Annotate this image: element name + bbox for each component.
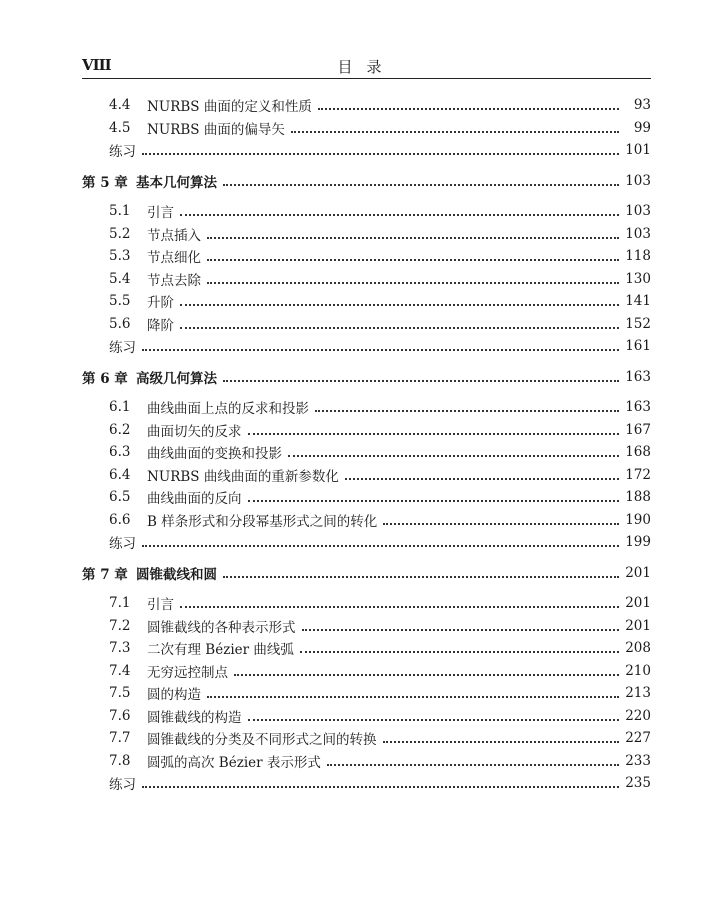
- toc-entry-title: 引言: [147, 597, 174, 614]
- toc-entry-page: 130: [625, 270, 651, 287]
- toc-entry-title: 圆锥截线和圆: [136, 566, 217, 583]
- toc-chapter-entry: [82, 366, 651, 389]
- toc-entry-page: 163: [625, 368, 651, 385]
- dot-leader: [142, 545, 619, 547]
- dot-leader: [300, 651, 619, 653]
- toc-entry-number: 5.4: [109, 270, 131, 287]
- dot-leader: [288, 455, 619, 457]
- toc-entry-number: 5.1: [109, 203, 131, 220]
- toc-entry-page: 99: [633, 119, 651, 136]
- toc-section-entry: [82, 200, 651, 223]
- page-title: 目录: [337, 58, 396, 76]
- toc-entry-title: 曲面切矢的反求: [147, 423, 242, 440]
- toc-entry-number: 6.6: [109, 511, 131, 528]
- toc-section-entry: [82, 268, 651, 291]
- toc-entry-number: 6.4: [109, 466, 131, 483]
- toc-entry-number: 7.5: [109, 685, 131, 702]
- toc-entry-page: 141: [625, 293, 651, 310]
- toc-entry-title: 升阶: [147, 295, 174, 312]
- toc-entry-title: B 样条形式和分段幂基形式之间的转化: [147, 513, 378, 530]
- dot-leader: [248, 433, 620, 435]
- toc-entry-title: 二次有理 Bézier 曲线弧: [147, 642, 294, 659]
- toc-entry-page: 208: [625, 640, 651, 657]
- toc-entry-page: 190: [625, 511, 651, 528]
- toc-entry-page: 172: [625, 466, 651, 483]
- page-number: VIII: [82, 56, 111, 74]
- toc-entry-title: 圆锥截线的各种表示形式: [147, 619, 296, 636]
- dot-leader: [315, 410, 619, 412]
- toc-exercise-entry: [82, 139, 651, 162]
- dot-leader: [223, 184, 619, 186]
- toc-entry-number: 7.4: [109, 662, 131, 679]
- toc-entry-number: 4.4: [109, 97, 131, 114]
- toc-entry-page: 161: [625, 338, 651, 355]
- toc-entry-title: 节点细化: [147, 250, 201, 267]
- toc-entry-number: 5.5: [109, 293, 131, 310]
- toc-entry-number: 第 6 章: [82, 370, 128, 387]
- toc-section-entry: [82, 396, 651, 419]
- toc-entry-number: 第 5 章: [82, 174, 128, 191]
- dot-leader: [180, 327, 619, 329]
- toc-section-entry: [82, 290, 651, 313]
- toc-entry-title: 基本几何算法: [136, 174, 217, 191]
- toc-section-entry: [82, 660, 651, 683]
- toc-entry-page: 201: [625, 564, 651, 581]
- toc-entry-title: NURBS 曲面的定义和性质: [147, 99, 312, 116]
- toc-entry-page: 235: [625, 775, 651, 792]
- toc-entry-page: 168: [625, 444, 651, 461]
- toc-entry-page: 103: [625, 225, 651, 242]
- toc-entry-number: 5.3: [109, 248, 131, 265]
- dot-leader: [180, 304, 619, 306]
- dot-leader: [142, 349, 619, 351]
- dot-leader: [180, 606, 619, 608]
- toc-entry-page: 213: [625, 685, 651, 702]
- toc-entry-title: 曲线曲面的反向: [147, 491, 242, 508]
- toc-entry-number: 6.1: [109, 399, 131, 416]
- toc-entry-title: 圆弧的高次 Bézier 表示形式: [147, 754, 321, 771]
- toc-section-entry: [82, 245, 651, 268]
- toc-entry-title: 圆的构造: [147, 687, 201, 704]
- toc-entry-page: 101: [625, 142, 651, 159]
- toc-entry-page: 188: [625, 489, 651, 506]
- dot-leader: [383, 523, 619, 525]
- toc-entry-title: 降阶: [147, 317, 174, 334]
- toc-section-entry: [82, 223, 651, 246]
- toc-entry-page: 199: [625, 534, 651, 551]
- dot-leader: [345, 478, 619, 480]
- toc-entry-title: 曲线曲面的变换和投影: [147, 446, 282, 463]
- toc-section-entry: [82, 313, 651, 336]
- toc-entry-page: 220: [625, 707, 651, 724]
- toc-entry-title: 圆锥截线的构造: [147, 709, 242, 726]
- toc-exercise-entry: [82, 531, 651, 554]
- dot-leader: [142, 786, 619, 788]
- toc-entry-number: 7.3: [109, 640, 131, 657]
- toc-chapter-entry: [82, 562, 651, 585]
- toc-entry-title: 曲线曲面上点的反求和投影: [147, 401, 309, 418]
- toc-entry-page: 227: [625, 730, 651, 747]
- toc-entry-number: 7.7: [109, 730, 131, 747]
- toc-section-entry: [82, 486, 651, 509]
- toc-entry-number: 5.2: [109, 225, 131, 242]
- dot-leader: [223, 576, 619, 578]
- toc-entry-page: 103: [625, 203, 651, 220]
- toc-entry-number: 第 7 章: [82, 566, 128, 583]
- dot-leader: [291, 131, 619, 133]
- table-of-contents: [82, 94, 651, 795]
- toc-entry-page: 103: [625, 172, 651, 189]
- toc-entry-number: 5.6: [109, 315, 131, 332]
- toc-entry-page: 93: [633, 97, 651, 114]
- dot-leader: [207, 237, 619, 239]
- toc-entry-title: 节点去除: [147, 272, 201, 289]
- toc-entry-title: 节点插入: [147, 227, 201, 244]
- toc-entry-page: 163: [625, 399, 651, 416]
- toc-entry-title: 练习: [109, 536, 136, 553]
- dot-leader: [207, 696, 619, 698]
- toc-section-entry: [82, 592, 651, 615]
- dot-leader: [327, 764, 619, 766]
- toc-section-entry: [82, 441, 651, 464]
- toc-section-entry: [82, 727, 651, 750]
- toc-entry-title: 无穷远控制点: [147, 664, 228, 681]
- dot-leader: [223, 380, 619, 382]
- toc-entry-number: 7.6: [109, 707, 131, 724]
- toc-entry-page: 201: [625, 595, 651, 612]
- toc-section-entry: [82, 117, 651, 140]
- toc-entry-page: 210: [625, 662, 651, 679]
- page-header: [82, 52, 651, 80]
- toc-section-entry: [82, 682, 651, 705]
- toc-exercise-entry: [82, 335, 651, 358]
- toc-entry-number: 6.2: [109, 421, 131, 438]
- dot-leader: [234, 674, 619, 676]
- toc-section-entry: [82, 705, 651, 728]
- dot-leader: [302, 629, 620, 631]
- header-divider: [82, 78, 651, 79]
- toc-entry-title: 练习: [109, 144, 136, 161]
- dot-leader: [207, 282, 619, 284]
- toc-section-entry: [82, 637, 651, 660]
- toc-entry-title: 练习: [109, 777, 136, 794]
- toc-entry-title: 练习: [109, 340, 136, 357]
- toc-entry-title: 引言: [147, 205, 174, 222]
- dot-leader: [180, 214, 619, 216]
- toc-section-entry: [82, 750, 651, 773]
- toc-section-entry: [82, 464, 651, 487]
- toc-chapter-entry: [82, 170, 651, 193]
- dot-leader: [142, 153, 619, 155]
- toc-entry-title: NURBS 曲面的偏导矢: [147, 121, 285, 138]
- dot-leader: [248, 719, 620, 721]
- toc-entry-page: 233: [625, 752, 651, 769]
- dot-leader: [318, 108, 619, 110]
- toc-exercise-entry: [82, 772, 651, 795]
- toc-section-entry: [82, 419, 651, 442]
- toc-entry-number: 7.2: [109, 617, 131, 634]
- toc-entry-title: NURBS 曲线曲面的重新参数化: [147, 468, 339, 485]
- toc-entry-number: 4.5: [109, 119, 131, 136]
- toc-entry-title: 高级几何算法: [136, 370, 217, 387]
- toc-section-entry: [82, 615, 651, 638]
- dot-leader: [248, 500, 620, 502]
- toc-entry-page: 152: [625, 315, 651, 332]
- toc-entry-number: 6.5: [109, 489, 131, 506]
- toc-section-entry: [82, 94, 651, 117]
- toc-entry-page: 167: [625, 421, 651, 438]
- toc-entry-number: 7.8: [109, 752, 131, 769]
- toc-entry-number: 6.3: [109, 444, 131, 461]
- toc-section-entry: [82, 509, 651, 532]
- toc-entry-title: 圆锥截线的分类及不同形式之间的转换: [147, 732, 377, 749]
- dot-leader: [207, 259, 619, 261]
- dot-leader: [383, 741, 620, 743]
- toc-entry-number: 7.1: [109, 595, 131, 612]
- toc-entry-page: 201: [625, 617, 651, 634]
- toc-entry-page: 118: [625, 248, 651, 265]
